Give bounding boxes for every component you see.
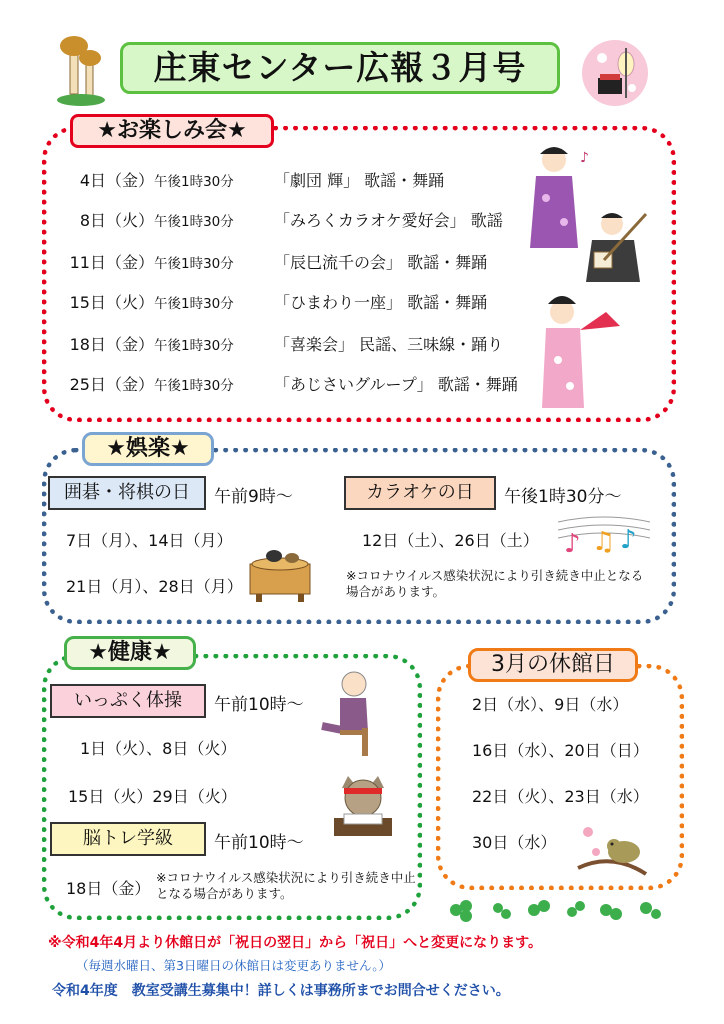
closed-day-change-subnote: （毎週水曜日、第3日曜日の休館日は変更ありません。） [76, 958, 391, 973]
lantern-icon [580, 38, 650, 108]
event-time: 午後1時30分 [154, 296, 234, 312]
igo-shogi-time: 午前9時～ [214, 487, 293, 507]
event-time: 午後1時30分 [154, 256, 234, 272]
event-name: 「辰巳流千の会」 歌謡・舞踊 [274, 253, 488, 272]
exercise-dates-2: 15日（火）29日（火） [68, 787, 237, 806]
closed-day-change-notice: ※令和4年4月より休館日が「祝日の翌日」から「祝日」へと変更になります。 [48, 935, 542, 951]
closed-date: 30日（水） [472, 833, 557, 852]
karaoke-time: 午後1時30分～ [504, 487, 622, 507]
event-name: 「あじさいグループ」 歌謡・舞踊 [274, 375, 518, 394]
studying-cat-icon [330, 774, 396, 840]
recreation-heading: ★娯楽★ [82, 432, 214, 466]
shamisen-player-icon [584, 206, 654, 286]
svg-text:♫: ♫ [592, 527, 616, 557]
karaoke-note: ※コロナウイルス感染状況により引き続き中止となる場合があります。 [346, 568, 644, 599]
health-heading: ★健康★ [64, 636, 196, 670]
closed-date: 22日（火）、23日（水） [472, 787, 649, 806]
closed-date: 16日（水）、20日（日） [472, 741, 649, 760]
event-name: 「みろくカラオケ愛好会」 歌謡 [274, 211, 503, 230]
event-date: 11日（金） [69, 253, 154, 272]
entertainment-heading: ★お楽しみ会★ [70, 114, 274, 148]
class-recruitment-notice: 令和4年度 教室受講生募集中！詳しくは事務所までお問合せください。 [52, 983, 510, 999]
mushroom-icon [56, 28, 106, 108]
svg-text:♪: ♪ [564, 529, 581, 559]
brain-training-time: 午前10時～ [214, 833, 304, 853]
event-date: 15日（火） [69, 293, 154, 312]
brain-training-note: ※コロナウイルス感染状況により引き続き中止となる場合があります。 [156, 870, 416, 901]
event-name: 「ひまわり一座」 歌謡・舞踊 [274, 293, 488, 312]
svg-text:♪: ♪ [620, 525, 637, 555]
brain-training-label: 脳トレ学級 [50, 822, 206, 856]
brain-training-date: 18日（金） [66, 879, 151, 898]
event-row [62, 288, 487, 318]
dancer-icon [536, 290, 626, 410]
event-date: 25日（金） [69, 375, 154, 394]
event-time: 午後1時30分 [154, 338, 234, 354]
igo-shogi-dates-2: 21日（月）、28日（月） [66, 577, 243, 596]
exercise-dates-1: 1日（火）、8日（火） [80, 739, 237, 758]
igo-shogi-label: 囲碁・将棋の日 [48, 476, 206, 510]
event-time: 午後1時30分 [154, 214, 234, 230]
closed-days-heading: 3月の休館日 [468, 648, 638, 682]
event-date: 18日（金） [69, 335, 154, 354]
exercise-label: いっぷく体操 [50, 684, 206, 718]
event-row [62, 166, 444, 196]
exercising-senior-icon [318, 668, 388, 758]
event-row [62, 206, 503, 236]
bird-on-branch-icon [576, 822, 648, 878]
igo-shogi-dates-1: 7日（月）、14日（月） [66, 531, 233, 550]
page-title: 庄東センター広報３月号 [120, 42, 560, 94]
event-name: 「喜楽会」 民謡、三味線・踊り [274, 335, 504, 354]
karaoke-dates: 12日（土）、26日（土） [362, 531, 539, 550]
event-row [62, 370, 518, 400]
clover-decoration-icon [446, 896, 666, 924]
event-date: 8日（火） [79, 211, 154, 230]
karaoke-label: カラオケの日 [344, 476, 496, 510]
event-row [62, 248, 487, 278]
svg-text:♪: ♪ [580, 150, 589, 166]
event-name: 「劇団 輝」 歌謡・舞踊 [274, 171, 445, 190]
go-board-icon [246, 548, 316, 604]
music-notes-icon [558, 512, 650, 560]
event-row [62, 330, 503, 360]
closed-date: 2日（水）、9日（水） [472, 695, 629, 714]
event-date: 4日（金） [79, 171, 154, 190]
event-time: 午後1時30分 [154, 174, 234, 190]
exercise-time: 午前10時～ [214, 695, 304, 715]
event-time: 午後1時30分 [154, 378, 234, 394]
